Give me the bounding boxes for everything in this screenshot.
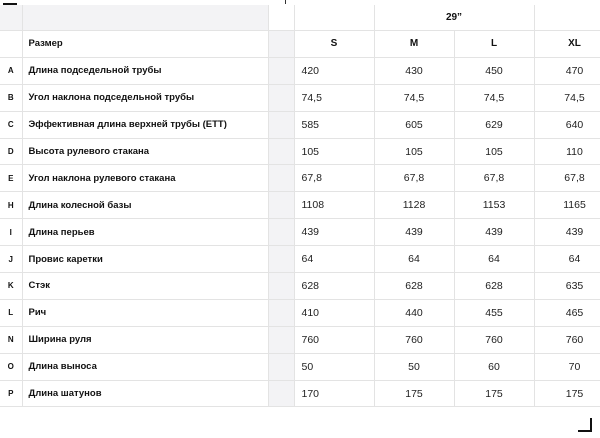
crop-tick: [285, 0, 286, 4]
table-row: [0, 380, 600, 407]
cell-xl: 1165: [534, 192, 600, 219]
row-letter: O: [0, 353, 22, 380]
row-gap: [268, 326, 294, 353]
table-row: [0, 273, 600, 300]
cell-l: 760: [454, 326, 534, 353]
row-letter: L: [0, 299, 22, 326]
cell-xl: 67,8: [534, 165, 600, 192]
cell-s: 760: [294, 326, 374, 353]
table-row: [0, 326, 600, 353]
cell-l: 628: [454, 273, 534, 300]
row-name: Угол наклона подседельной трубы: [22, 84, 268, 111]
row-gap: [268, 57, 294, 84]
row-gap: [268, 219, 294, 246]
row-gap: [268, 192, 294, 219]
cell-m: 64: [374, 246, 454, 273]
size-header-xl: XL: [534, 31, 600, 58]
cell-m: 1128: [374, 192, 454, 219]
table-row: [0, 299, 600, 326]
cell-xl: 175: [534, 380, 600, 407]
geometry-table: [0, 5, 600, 407]
size-header-l: L: [454, 31, 534, 58]
row-name: Длина подседельной трубы: [22, 57, 268, 84]
size-header-s: S: [294, 31, 374, 58]
cell-xl: 64: [534, 246, 600, 273]
row-name: Рич: [22, 299, 268, 326]
row-name: Ширина руля: [22, 326, 268, 353]
table-row: [0, 353, 600, 380]
row-gap: [268, 273, 294, 300]
row-letter: D: [0, 138, 22, 165]
cell-l: 439: [454, 219, 534, 246]
table-row: [0, 246, 600, 273]
row-letter: J: [0, 246, 22, 273]
corner-mark-bottom-right: [578, 418, 592, 432]
row-name: Длина шатунов: [22, 380, 268, 407]
cell-s: 410: [294, 299, 374, 326]
cell-xl: 635: [534, 273, 600, 300]
cell-m: 628: [374, 273, 454, 300]
row-name: Длина колесной базы: [22, 192, 268, 219]
table-row: [0, 165, 600, 192]
cell-xl: 640: [534, 111, 600, 138]
row-name: Угол наклона рулевого стакана: [22, 165, 268, 192]
cell-l: 105: [454, 138, 534, 165]
cell-xl: 465: [534, 299, 600, 326]
row-name: Эффективная длина верхней трубы (ETT): [22, 111, 268, 138]
cell-s: 67,8: [294, 165, 374, 192]
cell-s: 1108: [294, 192, 374, 219]
row-letter: I: [0, 219, 22, 246]
table-row: [0, 111, 600, 138]
row-name: Длина выноса: [22, 353, 268, 380]
row-name: Стэк: [22, 273, 268, 300]
cell-s: 628: [294, 273, 374, 300]
row-name: Длина перьев: [22, 219, 268, 246]
size-header-label: Размер: [22, 31, 268, 58]
cell-xl: 74,5: [534, 84, 600, 111]
cell-l: 64: [454, 246, 534, 273]
row-gap: [268, 246, 294, 273]
cell-s: 585: [294, 111, 374, 138]
row-letter: H: [0, 192, 22, 219]
table-row: [0, 138, 600, 165]
table-row: [0, 219, 600, 246]
cell-xl: 70: [534, 353, 600, 380]
cell-l: 455: [454, 299, 534, 326]
cell-m: 760: [374, 326, 454, 353]
cell-l: 67,8: [454, 165, 534, 192]
cell-s: 50: [294, 353, 374, 380]
row-letter: E: [0, 165, 22, 192]
table-row: [0, 192, 600, 219]
row-gap: [268, 138, 294, 165]
cell-m: 105: [374, 138, 454, 165]
cell-l: 74,5: [454, 84, 534, 111]
cell-l: 1153: [454, 192, 534, 219]
row-name: Высота рулевого стакана: [22, 138, 268, 165]
cell-s: 439: [294, 219, 374, 246]
cell-s: 74,5: [294, 84, 374, 111]
cell-m: 50: [374, 353, 454, 380]
row-gap: [268, 299, 294, 326]
table-row: [0, 84, 600, 111]
cell-l: 60: [454, 353, 534, 380]
cell-l: 629: [454, 111, 534, 138]
group-header-row: [0, 5, 600, 31]
row-letter: A: [0, 57, 22, 84]
row-name: Провис каретки: [22, 246, 268, 273]
cell-m: 440: [374, 299, 454, 326]
cell-xl: 110: [534, 138, 600, 165]
wheel-size-label: 29”: [374, 5, 534, 31]
row-letter: B: [0, 84, 22, 111]
size-header-row: [0, 31, 600, 58]
row-gap: [268, 380, 294, 407]
row-letter: N: [0, 326, 22, 353]
row-gap: [268, 111, 294, 138]
cell-m: 605: [374, 111, 454, 138]
cell-s: 170: [294, 380, 374, 407]
cell-xl: 760: [534, 326, 600, 353]
cell-s: 64: [294, 246, 374, 273]
cell-m: 74,5: [374, 84, 454, 111]
cell-s: 420: [294, 57, 374, 84]
row-letter: K: [0, 273, 22, 300]
cell-l: 450: [454, 57, 534, 84]
cell-s: 105: [294, 138, 374, 165]
cell-m: 175: [374, 380, 454, 407]
cell-m: 430: [374, 57, 454, 84]
cell-xl: 439: [534, 219, 600, 246]
table-row: [0, 57, 600, 84]
size-header-m: M: [374, 31, 454, 58]
cell-xl: 470: [534, 57, 600, 84]
row-gap: [268, 353, 294, 380]
row-gap: [268, 84, 294, 111]
row-gap: [268, 165, 294, 192]
row-letter: C: [0, 111, 22, 138]
row-letter: P: [0, 380, 22, 407]
cell-m: 439: [374, 219, 454, 246]
cell-l: 175: [454, 380, 534, 407]
cell-m: 67,8: [374, 165, 454, 192]
